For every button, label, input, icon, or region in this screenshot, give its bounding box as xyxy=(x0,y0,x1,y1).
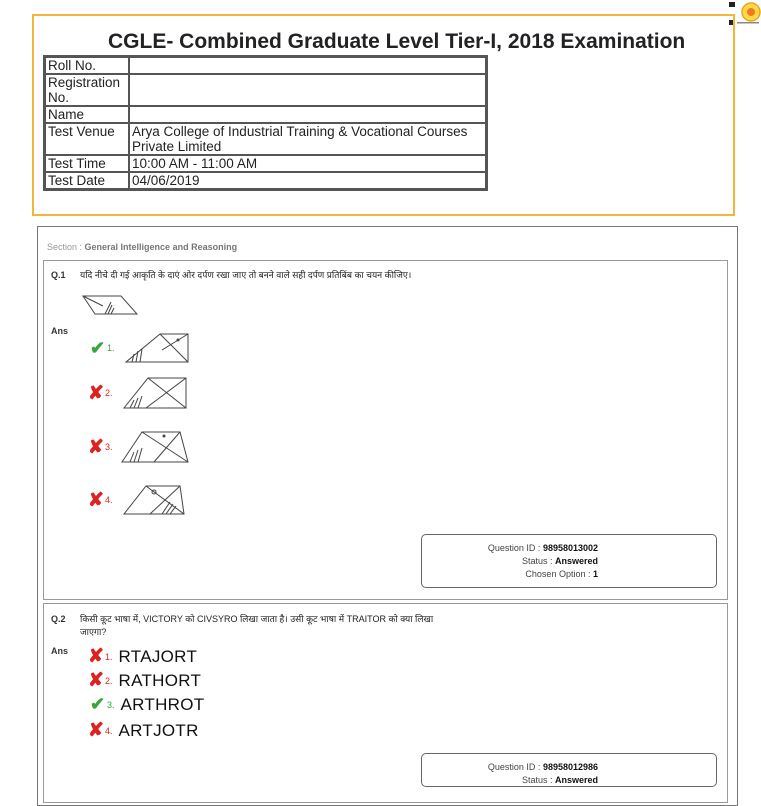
info-label: Roll No. xyxy=(45,57,129,74)
option-3[interactable] xyxy=(88,430,194,464)
status-row: Status : Answered xyxy=(521,556,598,566)
chosen-option: 1 xyxy=(592,569,598,579)
wrong-cross-icon: ✘ xyxy=(88,489,104,511)
status-value: Answered xyxy=(554,775,598,785)
wrong-cross-icon: ✘ xyxy=(88,720,104,741)
correct-check-icon: ✔ xyxy=(90,337,106,358)
answer-label: Ans xyxy=(51,326,69,336)
info-value: Arya College of Industrial Training & Vocational Courses Private Limited xyxy=(129,123,486,155)
option-text: ARTHROT xyxy=(120,694,205,714)
info-label: Name xyxy=(45,106,129,123)
answer-label: Ans xyxy=(51,646,69,656)
option-1[interactable] xyxy=(90,332,192,364)
option-text: RTAJORT xyxy=(118,646,198,666)
option-number: 4. xyxy=(105,495,113,505)
option-figure xyxy=(118,376,190,410)
info-row-venue xyxy=(45,123,486,155)
status-row: Status : Answered xyxy=(521,775,598,785)
chosen-option-row: Chosen Option : 1 xyxy=(525,569,598,579)
question-id: 98958012986 xyxy=(542,762,598,772)
wrong-cross-icon: ✘ xyxy=(88,670,104,691)
correct-check-icon: ✔ xyxy=(90,694,106,714)
option-number: 4. xyxy=(105,725,113,736)
option-number: 3. xyxy=(107,699,115,710)
info-label: Test Date xyxy=(45,172,129,189)
question-info-card xyxy=(421,753,717,787)
wrong-cross-icon: ✘ xyxy=(88,436,104,458)
option-number: 2. xyxy=(105,388,113,398)
info-value: 04/06/2019 xyxy=(129,172,486,189)
question-id-row: Question ID : 98958012986 xyxy=(487,762,598,772)
option-figure xyxy=(118,430,194,464)
question-number: Q.2 xyxy=(51,614,66,624)
section-name: General Intelligence and Reasoning xyxy=(84,242,238,252)
option-figure xyxy=(118,484,190,516)
question-number: Q.1 xyxy=(51,270,66,280)
option-2[interactable] xyxy=(88,669,201,692)
question-text: यदि नीचे दी गई आकृति के दाएं ओर दर्पण रखा जाए तो बनने वाले सही दर्पण प्रतिबिंब का चयन कीजिए। xyxy=(80,270,412,280)
info-row-date xyxy=(45,172,486,189)
option-number: 1. xyxy=(107,343,115,353)
status-value: Answered xyxy=(554,556,598,566)
option-number: 3. xyxy=(105,442,113,452)
option-4[interactable] xyxy=(88,719,199,742)
option-figure xyxy=(120,332,192,364)
question-figure xyxy=(81,294,139,316)
option-1[interactable] xyxy=(88,645,197,668)
option-number: 1. xyxy=(105,651,113,662)
option-text: RATHORT xyxy=(118,670,202,690)
wrong-cross-icon: ✘ xyxy=(88,646,104,667)
wrong-cross-icon: ✘ xyxy=(88,382,104,404)
info-label: Test Venue xyxy=(45,123,129,155)
question-info-card xyxy=(421,534,717,588)
question-id: 98958013002 xyxy=(542,543,598,553)
section-label: Section : General Intelligence and Reasoning xyxy=(47,242,238,252)
info-value xyxy=(129,106,486,123)
option-text: ARTJOTR xyxy=(118,720,199,740)
candidate-info-table xyxy=(43,55,488,191)
question-text: किसी कूट भाषा में, VICTORY को CIVSYRO लिखा जाता है। उसी कूट भाषा में TRAITOR को क्या लिखा जाएगा? xyxy=(80,614,434,637)
info-label: Registration No. xyxy=(45,74,129,106)
option-4[interactable] xyxy=(88,484,190,516)
info-row-name xyxy=(45,106,486,123)
info-value xyxy=(129,74,486,106)
info-row-time xyxy=(45,155,486,172)
exam-title: CGLE- Combined Graduate Level Tier-I, 2018 Examination xyxy=(108,30,686,53)
question-id-row: Question ID : 98958013002 xyxy=(487,543,598,553)
option-number: 2. xyxy=(105,675,113,686)
info-label: Test Time xyxy=(45,155,129,172)
info-value: 10:00 AM - 11:00 AM xyxy=(129,155,486,172)
option-3[interactable] xyxy=(90,694,204,715)
info-row-registration xyxy=(45,74,486,106)
info-row-roll xyxy=(45,57,486,74)
info-value xyxy=(129,57,486,74)
option-2[interactable] xyxy=(88,376,190,410)
